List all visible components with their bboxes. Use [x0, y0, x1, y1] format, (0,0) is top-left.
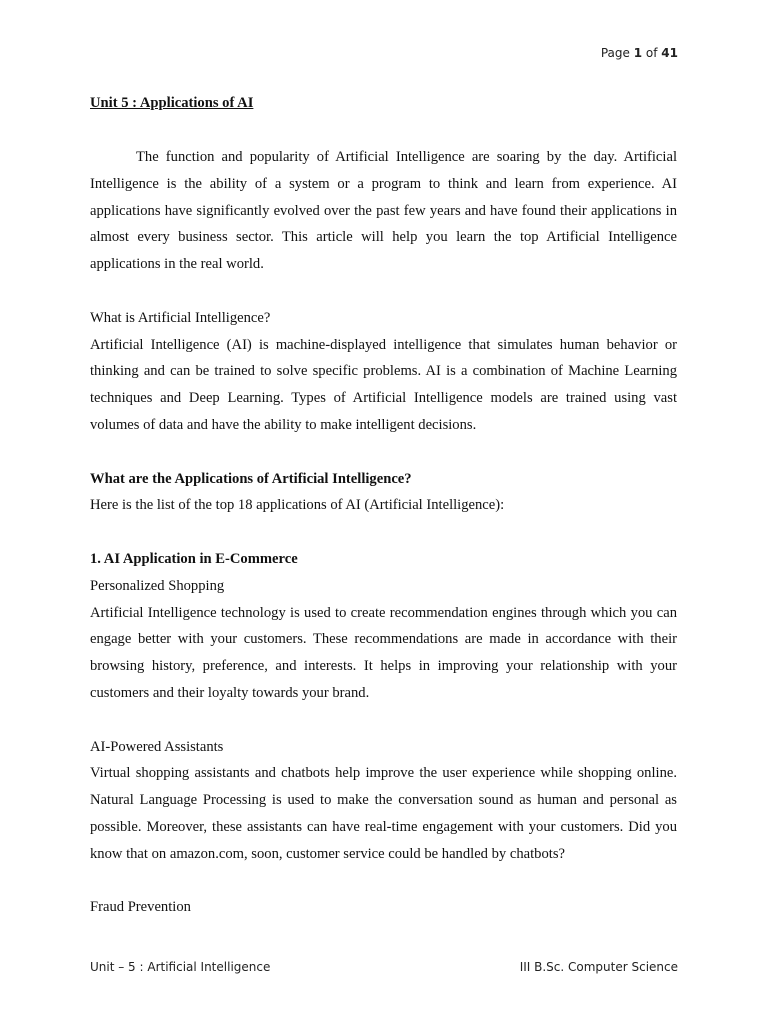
footer-unit: Unit – 5 : Artificial Intelligence [90, 960, 271, 974]
spacer [90, 278, 677, 305]
ai-assistants-title: AI-Powered Assistants [90, 738, 224, 755]
page-total: 41 [661, 46, 678, 60]
what-is-ai-question: What is Artificial Intelligence? [90, 309, 271, 326]
what-is-ai-answer: Artificial Intelligence (AI) is machine-displayed intelligence that simulates human behavior or thinking and can be trained to solve specific problems. AI is a combination of Machine Learning techniques and Deep Learning. Types of Artificial Intelligence models are trained using vast volumes of data and have the ability to make intelligent decisions. [90, 336, 677, 433]
fraud-prevention-title: Fraud Prevention [90, 899, 191, 916]
personalized-shopping-title: Personalized Shopping [90, 577, 225, 594]
spacer [90, 439, 677, 466]
spacer [90, 868, 677, 895]
unit-title: Unit 5 : Applications of AI [90, 95, 254, 111]
page-current: 1 [633, 46, 643, 60]
section-ecommerce-heading: 1. AI Application in E-Commerce [90, 550, 298, 567]
page-footer [90, 960, 678, 974]
footer-course: III B.Sc. Computer Science [519, 960, 678, 974]
intro-paragraph: The function and popularity of Artificial Intelligence are soaring by the day. Artificial Intelligence is the ability of a system or a program to think and learn from experience. AI applications have significantly evolved over the past few years and have found their applications in almost every business sector. This article will help you learn the top Artificial Intelligence applications in the real world. [90, 149, 677, 273]
spacer [90, 114, 677, 144]
personalized-shopping-text: Artificial Intelligence technology is used to create recommendation engines through which you can engage better with your customers. These recommendations are made in accordance with their browsing history, preference, and interests. It helps in improving your relationship with your customers and their loyalty towards your brand. [90, 604, 677, 701]
ai-assistants-text: Virtual shopping assistants and chatbots help improve the user experience while shopping online. Natural Language Processing is used to make the conversation sound as human and personal as possible. Moreover, these assistants can have real-time engagement with your customers. Did you know that on amazon.com, soon, customer service could be handled by chatbots? [90, 765, 677, 862]
document-body [90, 92, 677, 921]
spacer [90, 519, 677, 546]
page-of: of [645, 46, 658, 60]
page-number [601, 46, 678, 60]
spacer [90, 707, 677, 734]
applications-heading: What are the Applications of Artificial Intelligence? [90, 470, 412, 487]
applications-intro: Here is the list of the top 18 applications of AI (Artificial Intelligence): [90, 497, 505, 514]
page-prefix: Page [600, 46, 630, 60]
